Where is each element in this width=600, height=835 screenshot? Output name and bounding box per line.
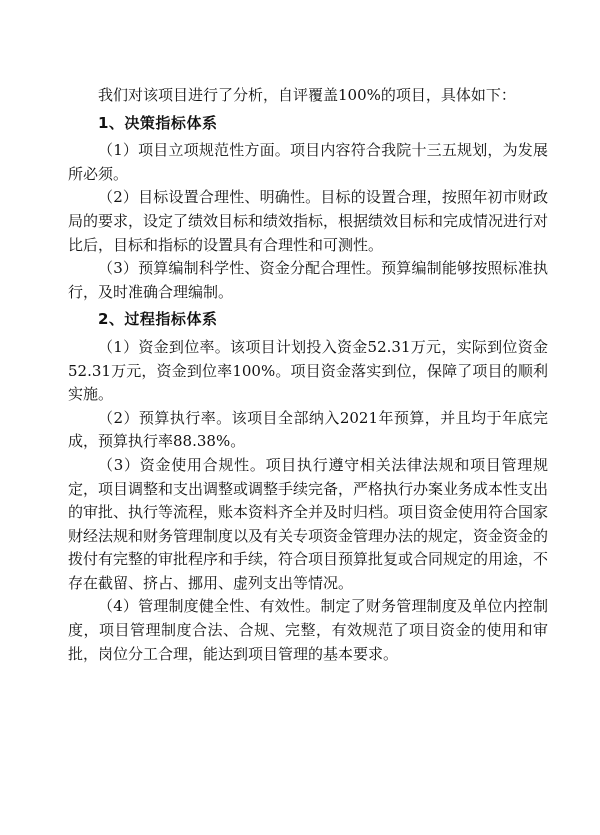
intro-paragraph: 我们对该项目进行了分析，自评覆盖100%的项目，具体如下：: [98, 86, 516, 104]
paragraph-1-3: （3）预算编制科学性、资金分配合理性。预算编制能够按照标准执行，及时准确合理编制。: [68, 259, 548, 301]
section-heading-decision: 1、决策指标体系: [98, 113, 218, 132]
paragraph-2-2: （2）预算执行率。该项目全部纳入2021年预算，并且均于年底完成，预算执行率88.38%。: [68, 408, 548, 451]
paragraph-1-2: （2）目标设置合理性、明确性。目标的设置合理，按照年初市财政局的要求，设定了绩效目标和绩效指标，根据绩效目标和完成情况进行对比后，目标和指标的设置具有合理性和可测性。: [68, 188, 549, 254]
document-body: [68, 84, 548, 666]
paragraph-2-1: （1）资金到位率。该项目计划投入资金52.31万元，实际到位资金52.31万元，资金到位率100%。项目资金落实到位，保障了项目的顺利实施。: [68, 337, 548, 404]
paragraph-2-4: （4）管理制度健全性、有效性。制定了财务管理制度及单位内控制度，项目管理制度合法、合规、完整，有效规范了项目资金的使用和审批，岗位分工合理，能达到项目管理的基本要求。: [68, 597, 548, 663]
section-heading-process: 2、过程指标体系: [98, 310, 218, 329]
paragraph-2-3: （3）资金使用合规性。项目执行遵守相关法律法规和项目管理规定，项目调整和支出调整或调整手续完备，严格执行办案业务成本性支出的审批、执行等流程，账本资料齐全并及时归档。项目资金使用符合国家财经法规和财务管理制度以及有关专项资金管理办法的规定，资金资金的拨付有完整的审批程序和手续，符合项目预算批复或合同规定的用途，不存在截留、挤占、挪用、虚列支出等情况。: [68, 455, 549, 592]
paragraph-1-1: （1）项目立项规范性方面。项目内容符合我院十三五规划，为发展所必须。: [68, 141, 548, 183]
